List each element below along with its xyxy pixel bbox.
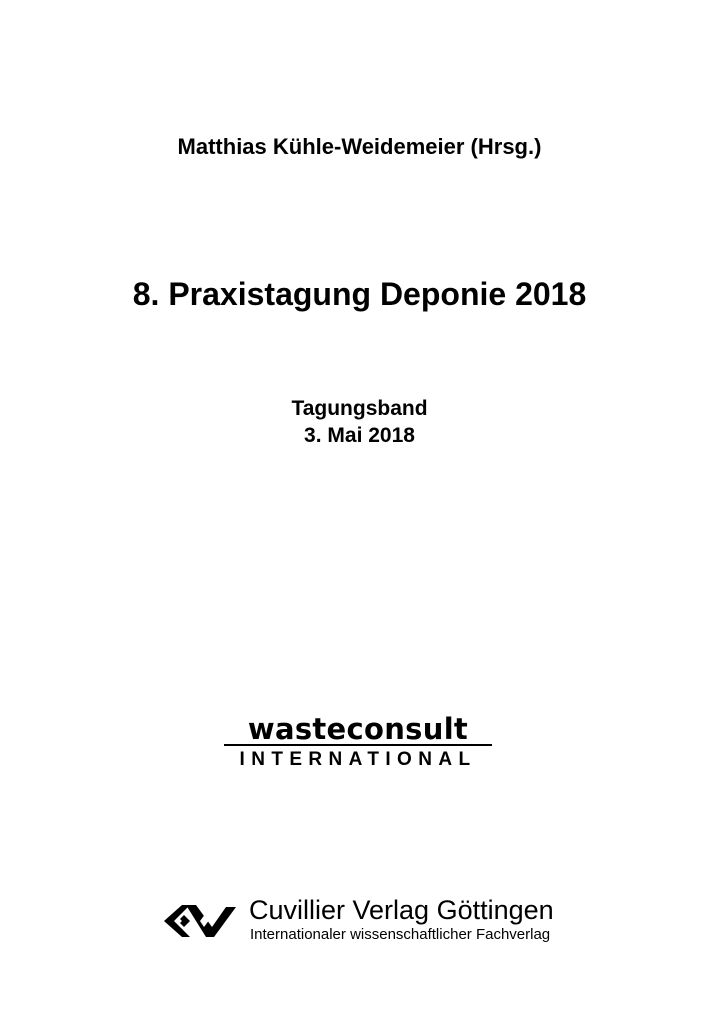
wasteconsult-subline: INTERNATIONAL <box>239 749 477 770</box>
wasteconsult-wordmark: wasteconsult <box>247 712 469 746</box>
logo-divider-line <box>224 744 492 746</box>
publisher-block <box>160 893 580 953</box>
cuvillier-logo-icon <box>160 901 238 941</box>
publisher-tagline: Internationaler wissenschaftlicher Fachverlag <box>250 926 551 943</box>
publisher-name: Cuvillier Verlag Göttingen <box>249 895 554 925</box>
book-subtitle: Tagungsband <box>291 397 428 420</box>
editor-name: Matthias Kühle-Weidemeier (Hrsg.) <box>177 134 542 159</box>
conference-date: 3. Mai 2018 <box>304 424 415 447</box>
wasteconsult-logo <box>222 712 494 772</box>
book-title: 8. Praxistagung Deponie 2018 <box>132 276 587 312</box>
